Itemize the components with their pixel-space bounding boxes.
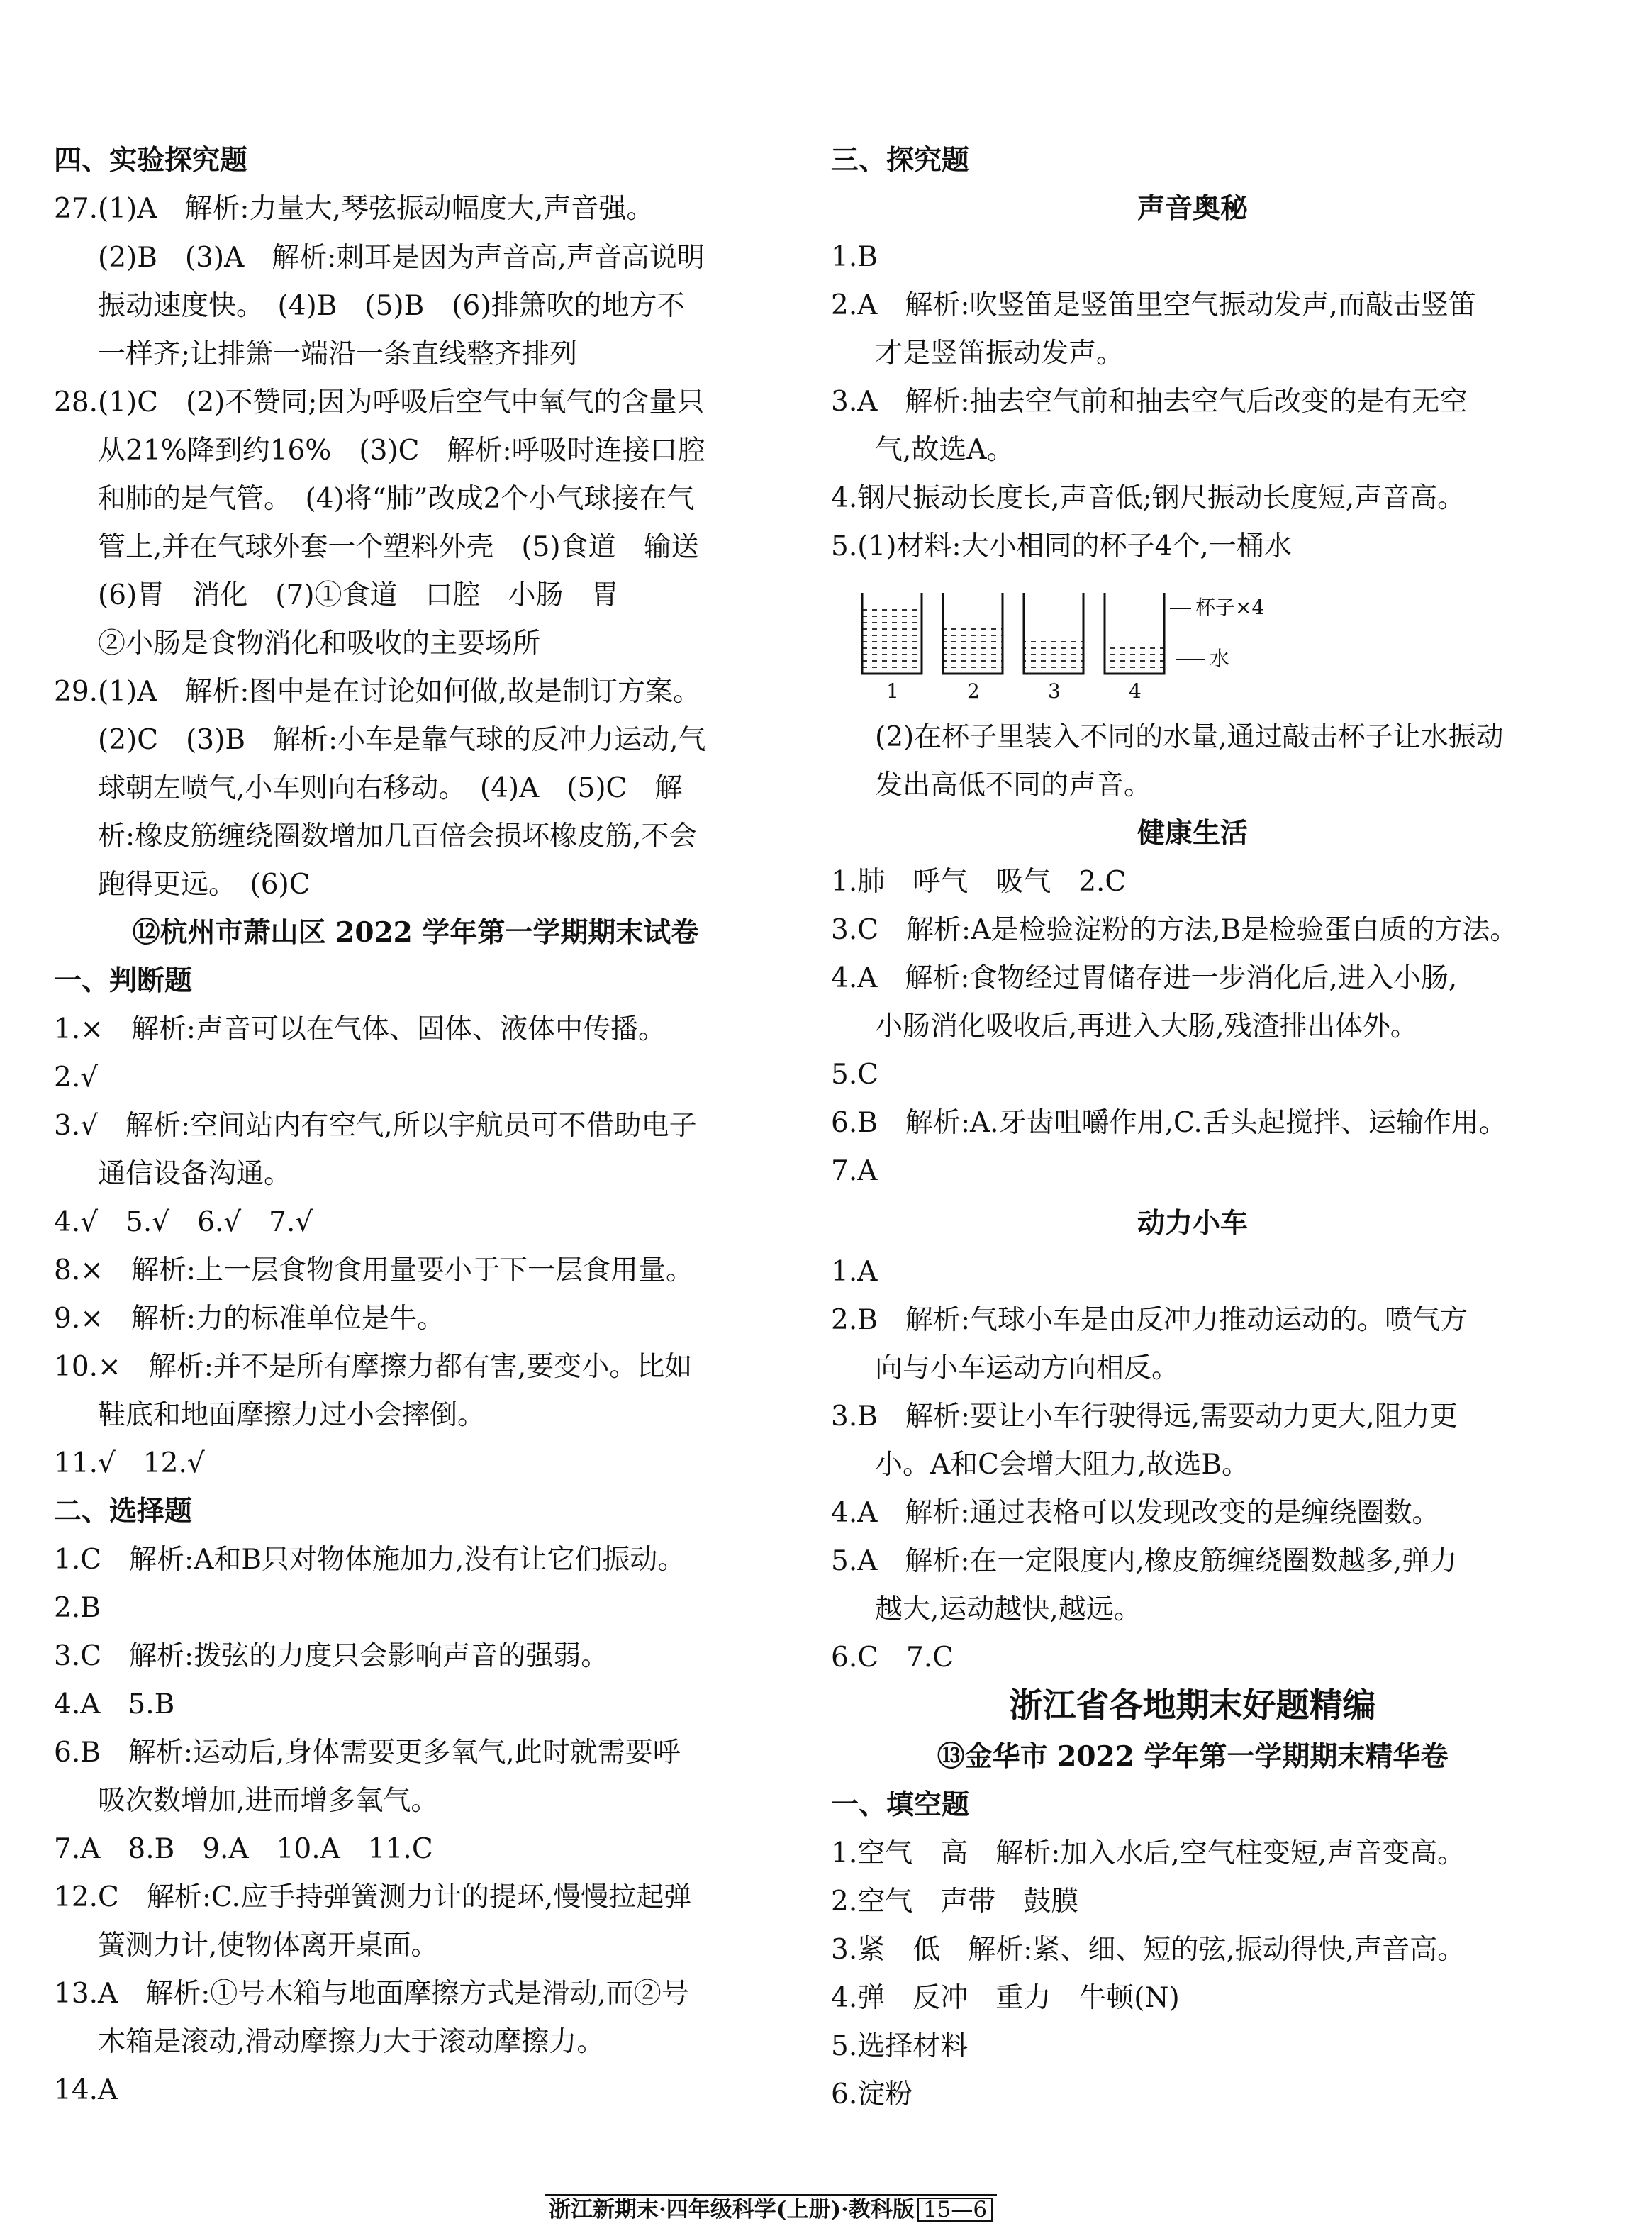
answer-line: 1.B: [831, 241, 878, 273]
answer-line: 11.√ 12.√: [54, 1447, 205, 1479]
answer-line: 8.× 解析:上一层食物食用量要小于下一层食用量。: [54, 1254, 694, 1286]
answer-line: 跑得更远。 (6)C: [98, 869, 311, 901]
answer-line: 3.A 解析:抽去空气前和抽去空气后改变的是有无空: [831, 386, 1468, 418]
cup-number-2: 2: [967, 679, 980, 702]
subsection-title: 健康生活: [1137, 817, 1248, 850]
answer-line: (6)胃 消化 (7)①食道 口腔 小肠 胃: [98, 579, 619, 611]
answer-line: 3.B 解析:要让小车行驶得远,需要动力更大,阻力更: [831, 1401, 1458, 1432]
answer-line: 簧测力计,使物体离开桌面。: [98, 1930, 439, 1961]
answer-line: 9.× 解析:力的标准单位是牛。: [54, 1303, 445, 1335]
exam-title: ⑬金华市 2022 学年第一学期期末精华卷: [937, 1740, 1449, 1773]
section-title: 二、选择题: [54, 1495, 193, 1527]
answer-line: 4.A 解析:食物经过胃储存进一步消化后,进入小肠,: [831, 962, 1458, 994]
answer-line: 吸次数增加,进而增多氧气。: [98, 1785, 439, 1817]
answer-line: 1.C 解析:A和B只对物体施加力,没有让它们振动。: [54, 1544, 686, 1576]
answer-line: 管上,并在气球外套一个塑料外壳 (5)食道 输送: [98, 531, 699, 563]
answer-line: 气,故选A。: [875, 434, 1015, 466]
answer-line: 鞋底和地面摩擦力过小会摔倒。: [98, 1399, 486, 1431]
answer-line: 2.空气 声带 鼓膜: [831, 1886, 1079, 1918]
answer-line: 3.√ 解析:空间站内有空气,所以宇航员可不借助电子: [54, 1110, 697, 1142]
answer-line: 10.× 解析:并不是所有摩擦力都有害,要变小。比如: [54, 1351, 693, 1383]
answer-line: 12.C 解析:C.应手持弹簧测力计的提环,慢慢拉起弹: [54, 1881, 692, 1913]
answer-line: 5.A 解析:在一定限度内,橡皮筋缠绕圈数越多,弹力: [831, 1545, 1458, 1577]
section-title: 一、判断题: [54, 964, 193, 997]
answer-line: 4.弹 反冲 重力 牛顿(N): [831, 1982, 1180, 2014]
footer-text: 浙江新期末·四年级科学(上册)·教科版: [549, 2197, 915, 2222]
answer-line: (2)在杯子里装入不同的水量,通过敲击杯子让水振动: [875, 721, 1504, 753]
cups-water-figure: [851, 581, 1290, 702]
answer-line: 和肺的是气管。 (4)将“肺”改成2个小气球接在气: [98, 483, 695, 515]
answer-line: 一样齐;让排箫一端沿一条直线整齐排列: [98, 338, 578, 370]
answer-line: 木箱是滚动,滑动摩擦力大于滚动摩擦力。: [98, 2026, 605, 2058]
cup-water-2: [943, 625, 1003, 674]
answer-line: 6.淀粉: [831, 2078, 913, 2110]
answer-line: 才是竖笛振动发声。: [875, 338, 1124, 369]
answer-line: 发出高低不同的声音。: [875, 769, 1152, 801]
answer-line: 析:橡皮筋缠绕圈数增加几百倍会损坏橡皮筋,不会: [98, 820, 697, 852]
answer-line: ②小肠是食物消化和吸收的主要场所: [98, 628, 541, 660]
answer-line: 2.B: [54, 1592, 101, 1624]
answer-line: 6.C 7.C: [831, 1642, 954, 1674]
answer-line: 29.(1)A 解析:图中是在讨论如何做,故是制订方案。: [54, 676, 701, 708]
cup-water-4: [1105, 645, 1164, 674]
answer-line: 5.(1)材料:大小相同的杯子4个,一桶水: [831, 530, 1292, 562]
subsection-title: 动力小车: [1137, 1207, 1248, 1240]
section-title: 一、填空题: [831, 1788, 970, 1821]
answer-line: 7.A 8.B 9.A 10.A 11.C: [54, 1833, 433, 1865]
answer-line: (2)B (3)A 解析:刺耳是因为声音高,声音高说明: [98, 242, 705, 274]
answer-line: 4.钢尺振动长度长,声音低;钢尺振动长度短,声音高。: [831, 482, 1466, 514]
answer-line: 越大,运动越快,越远。: [875, 1593, 1142, 1625]
cup-number-4: 4: [1129, 679, 1142, 702]
footer: [545, 2194, 997, 2226]
label-cups: 杯子×4: [1195, 596, 1265, 619]
answer-line: 向与小车运动方向相反。: [875, 1352, 1180, 1384]
answer-line: 6.B 解析:运动后,身体需要更多氧气,此时就需要呼: [54, 1737, 681, 1769]
answer-line: 5.选择材料: [831, 2030, 969, 2062]
subsection-title: 声音奥秘: [1137, 192, 1248, 225]
page-number: 15—6: [917, 2198, 993, 2222]
answer-line: 6.B 解析:A.牙齿咀嚼作用,C.舌头起搅拌、运输作用。: [831, 1107, 1507, 1139]
answer-line: 小肠消化吸收后,再进入大肠,残渣排出体外。: [875, 1011, 1418, 1042]
answer-line: 3.C 解析:A是检验淀粉的方法,B是检验蛋白质的方法。: [831, 914, 1518, 946]
answer-line: 4.A 解析:通过表格可以发现改变的是缠绕圈数。: [831, 1497, 1440, 1529]
cup-number-3: 3: [1048, 679, 1061, 702]
answer-line: 1.A: [831, 1256, 878, 1288]
answer-line: 14.A: [54, 2074, 118, 2106]
answer-line: 7.A: [831, 1155, 878, 1187]
answer-line: 4.√ 5.√ 6.√ 7.√: [54, 1206, 313, 1238]
cup-water-3: [1024, 638, 1083, 674]
answer-line: 13.A 解析:①号木箱与地面摩擦方式是滑动,而②号: [54, 1978, 689, 2010]
answer-line: 2.B 解析:气球小车是由反冲力推动运动的。喷气方: [831, 1304, 1468, 1336]
chapter-title: 浙江省各地期末好题精编: [1009, 1686, 1376, 1725]
cup-water-1: [862, 605, 922, 674]
exam-title: ⑫杭州市萧山区 2022 学年第一学期期末试卷: [132, 916, 699, 949]
answer-line: 2.A 解析:吹竖笛是竖笛里空气振动发声,而敲击竖笛: [831, 289, 1476, 321]
section-title: 四、实验探究题: [54, 144, 248, 177]
answer-line: 小。A和C会增大阻力,故选B。: [875, 1449, 1250, 1481]
answer-line: 1.× 解析:声音可以在气体、固体、液体中传播。: [54, 1013, 666, 1045]
answer-line: 从21%降到约16% (3)C 解析:呼吸时连接口腔: [98, 435, 705, 467]
answer-line: 4.A 5.B: [54, 1688, 175, 1720]
answer-line: 2.√: [54, 1062, 99, 1093]
answer-line: 27.(1)A 解析:力量大,琴弦振动幅度大,声音强。: [54, 193, 654, 225]
answer-line: 振动速度快。 (4)B (5)B (6)排箫吹的地方不: [98, 290, 685, 322]
label-water: 水: [1210, 647, 1230, 670]
answer-line: 球朝左喷气,小车则向右移动。 (4)A (5)C 解: [98, 772, 683, 804]
section-title: 三、探究题: [831, 144, 970, 177]
cups-diagram: [851, 581, 1290, 702]
answer-line: 5.C: [831, 1059, 879, 1091]
answer-line: 3.C 解析:拨弦的力度只会影响声音的强弱。: [54, 1640, 609, 1672]
cup-number-1: 1: [886, 679, 899, 702]
answer-line: 1.空气 高 解析:加入水后,空气柱变短,声音变高。: [831, 1837, 1466, 1869]
answer-line: 1.肺 呼气 吸气 2.C: [831, 866, 1127, 898]
answer-line: 通信设备沟通。: [98, 1158, 292, 1190]
answer-line: 3.紧 低 解析:紧、细、短的弦,振动得快,声音高。: [831, 1934, 1466, 1966]
answer-line: (2)C (3)B 解析:小车是靠气球的反冲力运动,气: [98, 724, 706, 756]
answer-line: 28.(1)C (2)不赞同;因为呼吸后空气中氧气的含量只: [54, 386, 705, 418]
